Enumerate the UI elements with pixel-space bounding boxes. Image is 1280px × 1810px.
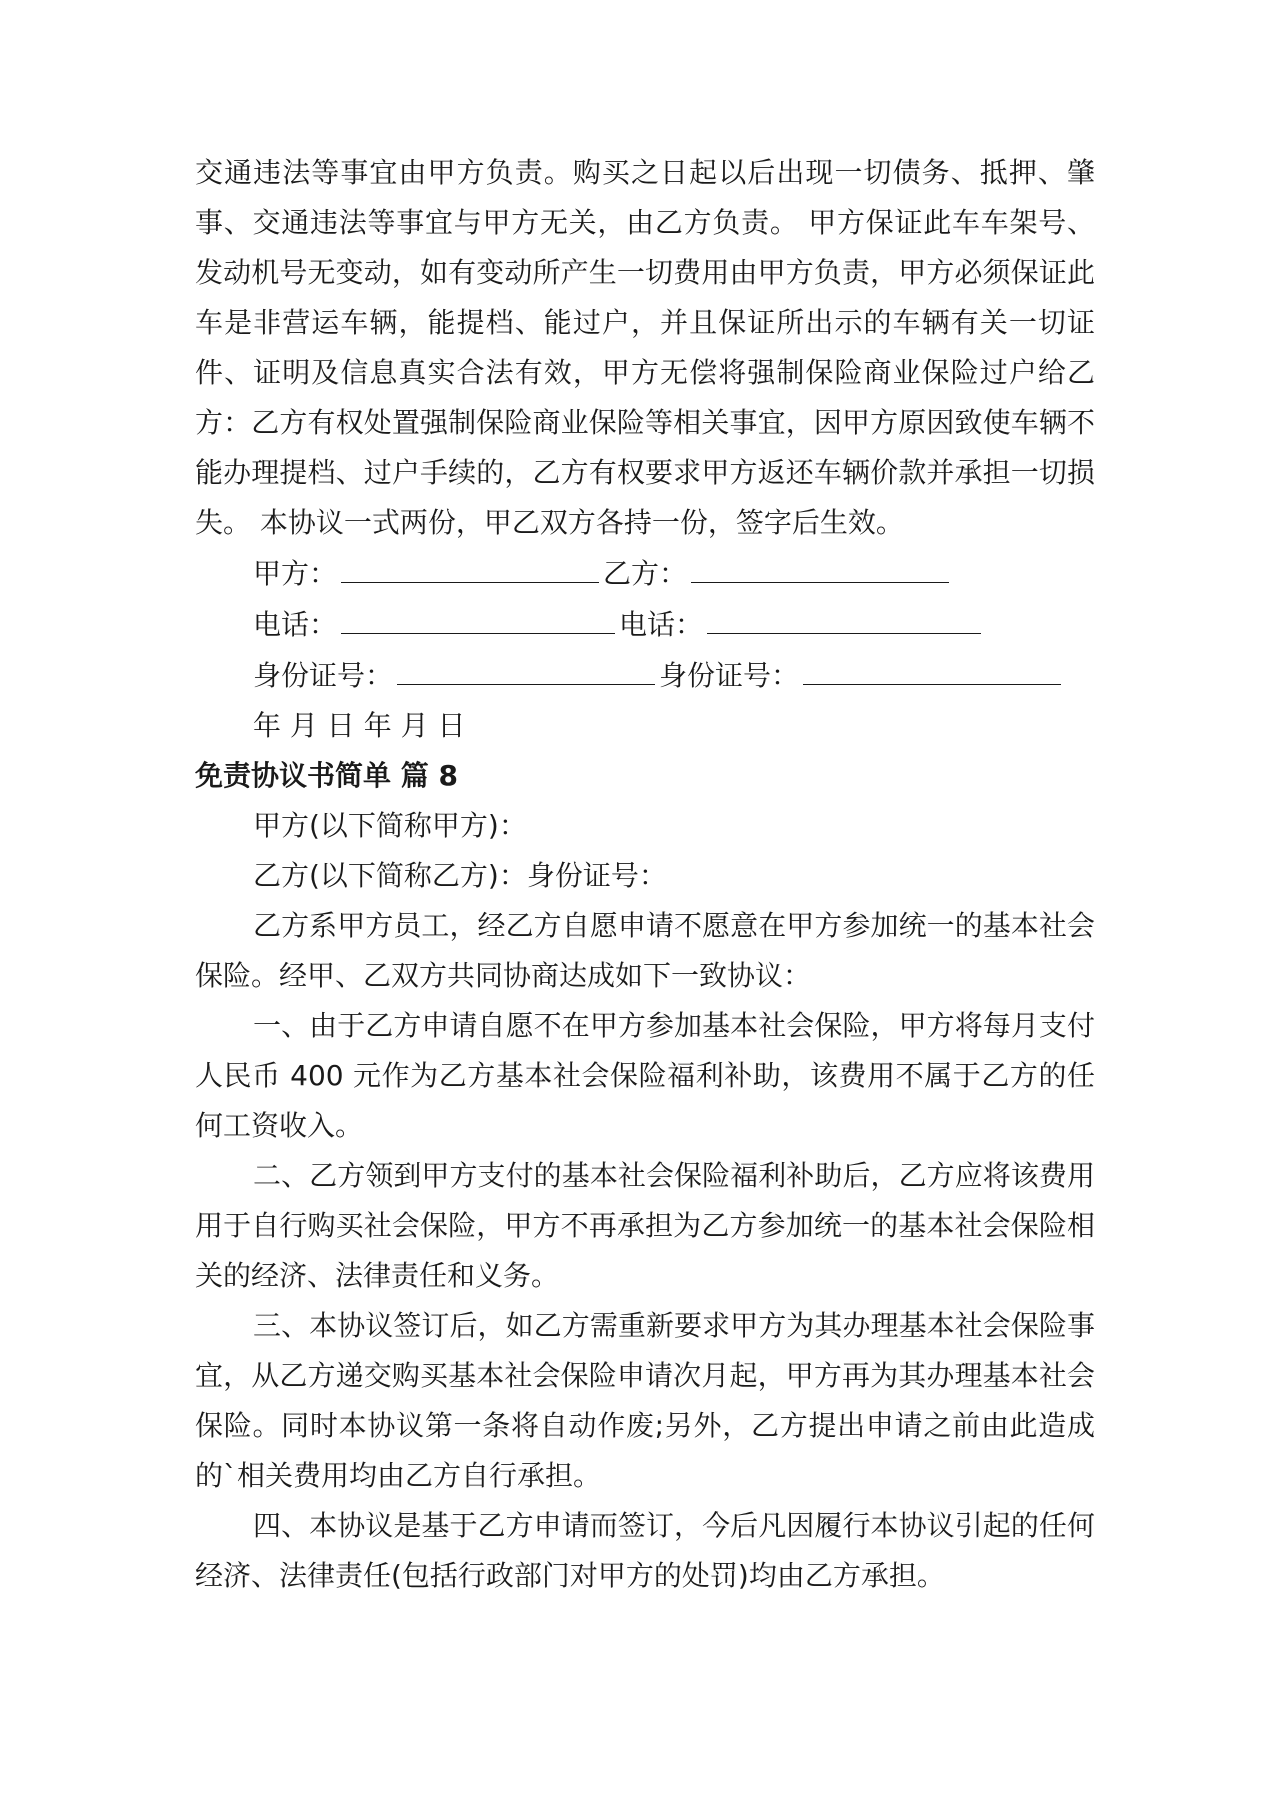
clause-2: 二、乙方领到甲方支付的基本社会保险福利补助后，乙方应将该费用用于自行购买社会保险，甲方不再承担为乙方参加统一的基本社会保险相关的经济、法律责任和义务。 [195, 1159, 1095, 1292]
document-body [195, 148, 1095, 1601]
party-a-line: 甲方(以下简称甲方)： [253, 809, 527, 842]
signature-row-parties [195, 548, 1095, 599]
party-b-line: 乙方(以下简称乙方)：身份证号： [253, 859, 667, 892]
party-b-label: 乙方： [603, 557, 688, 590]
id-a-label: 身份证号： [253, 659, 394, 692]
signature-row-ids [195, 650, 1095, 701]
phone-a-label: 电话： [253, 608, 338, 641]
id-a-blank [397, 650, 655, 685]
date-line: 年 月 日 年 月 日 [253, 709, 466, 742]
continuation-paragraph: 交通违法等事宜由甲方负责。购买之日起以后出现一切债务、抵押、肇事、交通违法等事宜与甲方无关，由乙方负责。 甲方保证此车车架号、发动机号无变动，如有变动所产生一切费用由甲方负责，甲方必须保证此车是非营运车辆，能提档、能过户，并且保证所出示的车辆有关一切证件、证明及信息真实合法有效，甲方无偿将强制保险商业保险过户给乙方：乙方有权处置强制保险商业保险等相关事宜，因甲方原因致使车辆不能办理提档、过户手续的，乙方有权要求甲方返还车辆价款并承担一切损失。 本协议一式两份，甲乙双方各持一份，签字后生效。 [195, 156, 1095, 539]
clause-3: 三、本协议签订后，如乙方需重新要求甲方为其办理基本社会保险事宜，从乙方递交购买基本社会保险申请次月起，甲方再为其办理基本社会保险。同时本协议第一条将自动作废;另外，乙方提出申请之前由此造成的`相关费用均由乙方自行承担。 [195, 1309, 1095, 1492]
party-a-label: 甲方： [253, 557, 338, 590]
section-heading: 免责协议书简单 篇 8 [195, 759, 458, 792]
phone-b-label: 电话： [619, 608, 704, 641]
party-a-blank [341, 548, 599, 583]
clause-1: 一、由于乙方申请自愿不在甲方参加基本社会保险，甲方将每月支付人民币 400 元作为乙方基本社会保险福利补助，该费用不属于乙方的任何工资收入。 [195, 1009, 1095, 1142]
signature-row-phones [195, 599, 1095, 650]
id-b-blank [803, 650, 1061, 685]
party-b-blank [691, 548, 949, 583]
phone-b-blank [707, 599, 981, 634]
phone-a-blank [341, 599, 615, 634]
id-b-label: 身份证号： [659, 659, 800, 692]
clause-4: 四、本协议是基于乙方申请而签订，今后凡因履行本协议引起的任何经济、法律责任(包括行政部门对甲方的处罚)均由乙方承担。 [195, 1509, 1095, 1592]
intro-paragraph: 乙方系甲方员工，经乙方自愿申请不愿意在甲方参加统一的基本社会保险。经甲、乙双方共同协商达成如下一致协议： [195, 909, 1095, 992]
